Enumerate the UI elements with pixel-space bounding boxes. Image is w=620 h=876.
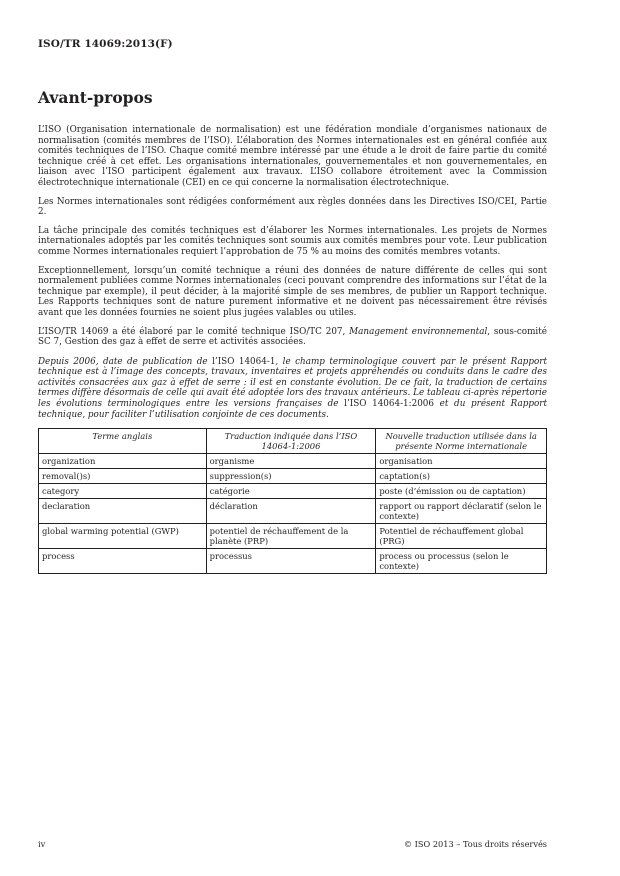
terminology-text-1: Depuis 2006, date de publication de (38, 356, 213, 367)
terminology-text-2: , le champ terminologique couvert par le présent Rapport technique est à l’image des concepts, travaux, inventaires et projets appréhendés ou conduits dans le cadre des activités consacrées aux gaz à effet de serre : il est en constante évolution. De ce fait, la traduction de certains termes diffère désormais de celle qui avait été adoptée lors des travaux antérieurs. Le tableau ci-après répertorie les évolutions terminologiques entre les versions françaises de (38, 356, 547, 410)
header-old-translation: Traduction indiquée dans l’ISO 14064-1:2006 (206, 429, 376, 454)
table-header-row (39, 429, 547, 454)
table-cell: process ou processus (selon le contexte) (376, 549, 547, 574)
paragraph-technical-report: Exceptionnellement, lorsqu’un comité technique a réuni des données de nature différente de celles qui sont normalement publiées comme Normes internationales (ceci pouvant comprendre des informations sur l’état de la technique par exemple), il peut décider, à la majorité simple de ses membres, de publier un Rapport technique. Les Rapports techniques sont de nature purement informative et ne doivent pas nécessairement être révisés avant que les données fournies ne soient plus jugées valables ou utiles. (38, 265, 547, 318)
table-row (39, 524, 547, 549)
paragraph-terminology (38, 357, 547, 421)
copyright-notice: © ISO 2013 – Tous droits réservés (403, 839, 547, 849)
header-english-term: Terme anglais (39, 429, 207, 454)
table-cell: process (39, 549, 207, 574)
document-page (38, 0, 547, 876)
table-row (39, 454, 547, 469)
table-cell: rapport ou rapport déclaratif (selon le contexte) (376, 499, 547, 524)
iso-reference-2: l’ISO 14064-1:2006 (344, 399, 435, 410)
table-row (39, 499, 547, 524)
prepared-by-text-1: L’ISO/TR 14069 a été élaboré par le comité technique ISO/TC 207, (38, 326, 350, 337)
table-row (39, 549, 547, 574)
page-title: Avant-propos (38, 88, 153, 107)
paragraph-prepared-by (38, 327, 547, 348)
document-body (38, 125, 547, 574)
table-cell: captation(s) (376, 469, 547, 484)
prepared-by-text-2: , sous-comité SC 7, Gestion des gaz à effet de serre et activités associées. (38, 326, 547, 348)
page-number: iv (38, 839, 46, 849)
paragraph-iso-intro: L’ISO (Organisation internationale de normalisation) est une fédération mondiale d’organismes nationaux de normalisation (comités membres de l’ISO). L’élaboration des Normes internationales est en général confiée aux comités techniques de l’ISO. Chaque comité membre intéressé par une étude a le droit de faire partie du comité technique créé à cet effet. Les organisations internationales, gouvernementales et non gouvernementales, en liaison avec l’ISO participent également aux travaux. L’ISO collabore étroitement avec la Commission électrotechnique internationale (CEI) en ce qui concerne la normalisation électrotechnique. (38, 125, 547, 188)
table-row (39, 469, 547, 484)
table-cell: organization (39, 454, 207, 469)
paragraph-directives: Les Normes internationales sont rédigées conformément aux règles données dans les Directives ISO/CEI, Partie 2. (38, 196, 547, 218)
table-cell: potentiel de réchauffement de la planète (PRP) (206, 524, 376, 549)
table-cell: global warming potential (GWP) (39, 524, 207, 549)
table-cell: processus (206, 549, 376, 574)
document-identifier: ISO/TR 14069:2013(F) (38, 38, 173, 50)
table-cell: déclaration (206, 499, 376, 524)
terminology-text-3: et du présent Rapport technique, pour faciliter l’utilisation conjointe de ces documents. (38, 399, 547, 420)
iso-reference-1: l’ISO 14064-1 (212, 356, 276, 367)
terminology-table (38, 428, 547, 574)
table-cell: Potentiel de réchauffement global (PRG) (376, 524, 547, 549)
table-cell: removal()s) (39, 469, 207, 484)
paragraph-committees: La tâche principale des comités techniques est d’élaborer les Normes internationales. Les projets de Normes internationales adoptés par les comités techniques sont soumis aux comités membres pour vote. Leur publication comme Normes internationales requiert l’approbation de 75 % au moins des comités membres votants. (38, 225, 547, 257)
header-new-translation: Nouvelle traduction utilisée dans la présente Norme internationale (376, 429, 547, 454)
table-cell: declaration (39, 499, 207, 524)
table-cell: catégorie (206, 484, 376, 499)
committee-name: Management environnemental (349, 326, 488, 337)
table-row (39, 484, 547, 499)
table-cell: suppression(s) (206, 469, 376, 484)
table-cell: organisme (206, 454, 376, 469)
table-cell: poste (d’émission ou de captation) (376, 484, 547, 499)
table-cell: organisation (376, 454, 547, 469)
table-cell: category (39, 484, 207, 499)
